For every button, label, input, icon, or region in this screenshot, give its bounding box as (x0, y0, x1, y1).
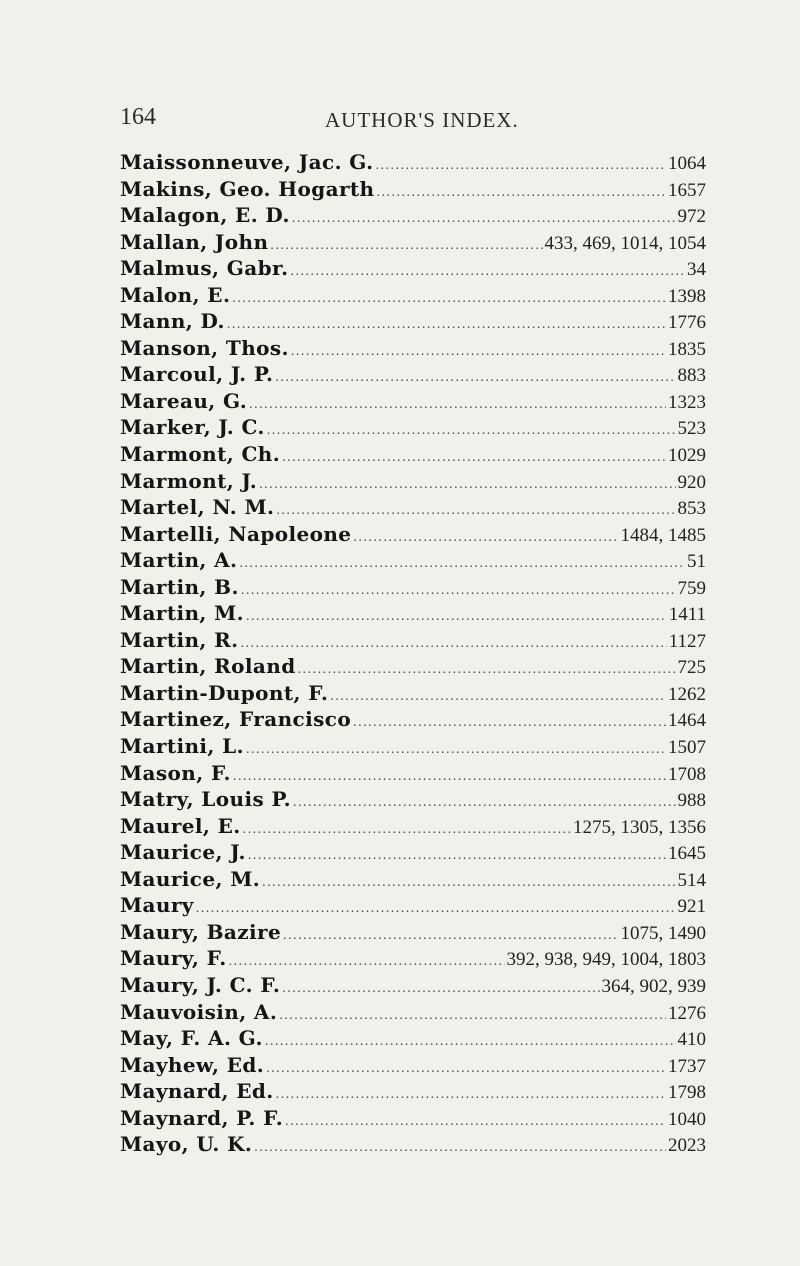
author-name: Mareau, G. (120, 388, 248, 413)
page-references: 1657 (668, 179, 706, 201)
index-entry (120, 415, 706, 442)
author-name: Marker, J. C. (120, 415, 265, 440)
running-head: AUTHOR'S INDEX. (325, 108, 519, 132)
author-name: Maurice, M. (120, 866, 261, 891)
author-name: Manson, Thos. (120, 335, 289, 360)
dot-leader (241, 583, 676, 599)
index-entry (120, 522, 706, 549)
author-name: Maissonneuve, Jac. G. (120, 150, 374, 174)
page-references: 51 (687, 551, 706, 573)
dot-leader (229, 954, 505, 970)
index-entry (120, 867, 706, 894)
author-index-list (120, 150, 706, 1159)
index-entry (120, 442, 706, 469)
index-entry (120, 734, 706, 761)
page-references: 1484, 1485 (620, 524, 706, 546)
index-entry (120, 973, 706, 1000)
author-name: Marcoul, J. P. (120, 362, 274, 387)
index-entry (120, 628, 706, 655)
page-references: 1276 (668, 1002, 706, 1024)
page-references: 920 (677, 471, 706, 493)
index-entry (120, 814, 706, 841)
index-entry (120, 1106, 706, 1133)
author-name: Maynard, Ed. (120, 1079, 274, 1104)
author-name: Maury, F. (120, 946, 227, 971)
index-entry (120, 946, 706, 973)
page-references: 1464 (668, 710, 706, 732)
page-references: 725 (677, 657, 706, 679)
dot-leader (246, 609, 667, 625)
page-references: 34 (687, 259, 706, 281)
page-references: 1064 (668, 153, 706, 174)
page-references: 1029 (668, 445, 706, 467)
page-references: 988 (677, 790, 706, 812)
dot-leader (254, 1140, 666, 1156)
index-entry (120, 336, 706, 363)
index-entry (120, 548, 706, 575)
page-references: 433, 469, 1014, 1054 (544, 232, 706, 254)
author-name: Maurel, E. (120, 813, 241, 838)
index-entry (120, 389, 706, 416)
index-entry (120, 469, 706, 496)
page-references: 1798 (668, 1082, 706, 1104)
dot-leader (275, 370, 675, 386)
page-references: 1708 (668, 763, 706, 785)
page-references: 1262 (668, 683, 706, 705)
dot-leader (330, 689, 666, 705)
dot-leader (232, 291, 666, 307)
dot-leader (353, 715, 666, 731)
page-references: 1127 (668, 630, 706, 652)
page-references: 1323 (668, 391, 706, 413)
author-name: Martin, R. (120, 627, 239, 652)
page-references: 1776 (668, 312, 706, 334)
index-entry (120, 1026, 706, 1053)
index-entry (120, 1132, 706, 1159)
index-entry (120, 840, 706, 867)
page-references: 2023 (668, 1135, 706, 1157)
dot-leader (262, 875, 675, 891)
dot-leader (290, 264, 685, 280)
author-name: Mauvoisin, A. (120, 999, 278, 1024)
index-entry (120, 575, 706, 602)
page-references: 921 (677, 896, 706, 918)
dot-leader (265, 1034, 676, 1050)
author-name: Martel, N. M. (120, 495, 275, 520)
index-entry (120, 150, 706, 177)
index-entry (120, 362, 706, 389)
index-entry (120, 203, 706, 230)
author-name: Martin, B. (120, 574, 239, 599)
author-name: Maynard, P. F. (120, 1105, 284, 1130)
author-name: Mallan, John (120, 229, 269, 254)
dot-leader (227, 317, 666, 333)
page-references: 1507 (668, 737, 706, 759)
author-name: Mayhew, Ed. (120, 1052, 265, 1077)
author-name: Maury (120, 893, 194, 918)
dot-leader (298, 662, 676, 678)
page-references: 1075, 1490 (620, 922, 706, 944)
dot-leader (291, 344, 666, 360)
author-name: Maurice, J. (120, 840, 246, 865)
dot-leader (233, 769, 666, 785)
page-references: 364, 902, 939 (601, 975, 706, 997)
index-entry (120, 283, 706, 310)
dot-leader (249, 397, 666, 413)
index-entry (120, 256, 706, 283)
index-entry (120, 761, 706, 788)
page-references: 1275, 1305, 1356 (573, 816, 706, 838)
index-entry (120, 920, 706, 947)
page-header (120, 104, 680, 134)
author-name: Martinez, Francisco (120, 707, 352, 732)
index-entry (120, 177, 706, 204)
author-name: Martin, A. (120, 548, 238, 573)
index-entry (120, 707, 706, 734)
page-references: 759 (677, 577, 706, 599)
page-references: 392, 938, 949, 1004, 1803 (506, 949, 706, 971)
dot-leader (285, 1114, 666, 1130)
author-name: Marmont, J. (120, 468, 258, 493)
author-name: Maury, Bazire (120, 919, 282, 944)
dot-leader (282, 450, 666, 466)
dot-leader (279, 1008, 666, 1024)
page-references: 1737 (668, 1055, 706, 1077)
author-name: Martini, L. (120, 734, 244, 759)
author-name: Malagon, E. D. (120, 203, 290, 228)
dot-leader (282, 981, 599, 997)
author-name: Maury, J. C. F. (120, 972, 281, 997)
author-name: Matry, Louis P. (120, 787, 291, 812)
author-name: Mason, F. (120, 760, 231, 785)
author-name: Malon, E. (120, 282, 231, 307)
author-name: Martin, Roland (120, 654, 296, 679)
index-entry (120, 309, 706, 336)
index-entry (120, 681, 706, 708)
page-references: 972 (677, 206, 706, 228)
page-references: 514 (677, 869, 706, 891)
page-references: 1040 (668, 1108, 706, 1130)
dot-leader (353, 530, 618, 546)
page-references: 523 (677, 418, 706, 440)
dot-leader (239, 556, 685, 572)
page-references: 410 (677, 1029, 706, 1051)
page-number: 164 (120, 104, 156, 130)
index-entry (120, 601, 706, 628)
dot-leader (283, 928, 618, 944)
author-name: Marmont, Ch. (120, 442, 281, 467)
dot-leader (270, 238, 542, 254)
index-entry (120, 654, 706, 681)
index-entry (120, 1053, 706, 1080)
index-entry (120, 893, 706, 920)
dot-leader (259, 477, 675, 493)
page-references: 1398 (668, 285, 706, 307)
dot-leader (246, 742, 666, 758)
page-references: 1411 (668, 604, 706, 626)
page-references: 853 (677, 498, 706, 520)
dot-leader (276, 1087, 666, 1103)
dot-leader (266, 1061, 666, 1077)
author-name: Martin, M. (120, 601, 245, 626)
index-entry (120, 1079, 706, 1106)
dot-leader (267, 423, 676, 439)
author-name: Martelli, Napoleone (120, 521, 352, 546)
author-name: Mann, D. (120, 309, 225, 334)
dot-leader (196, 901, 676, 917)
dot-leader (241, 636, 667, 652)
dot-leader (377, 185, 667, 201)
dot-leader (375, 158, 666, 174)
index-entry (120, 230, 706, 257)
author-name: Makins, Geo. Hogarth (120, 176, 375, 201)
dot-leader (276, 503, 675, 519)
index-entry (120, 1000, 706, 1027)
author-name: Martin-Dupont, F. (120, 680, 329, 705)
page-references: 1645 (668, 843, 706, 865)
dot-leader (293, 795, 676, 811)
dot-leader (243, 822, 571, 838)
dot-leader (292, 211, 676, 227)
index-entry (120, 495, 706, 522)
dot-leader (248, 848, 666, 864)
author-name: Mayo, U. K. (120, 1132, 253, 1157)
page-references: 883 (677, 365, 706, 387)
author-name: May, F. A. G. (120, 1026, 263, 1051)
page-references: 1835 (668, 338, 706, 360)
author-name: Malmus, Gabr. (120, 256, 289, 281)
index-entry (120, 787, 706, 814)
